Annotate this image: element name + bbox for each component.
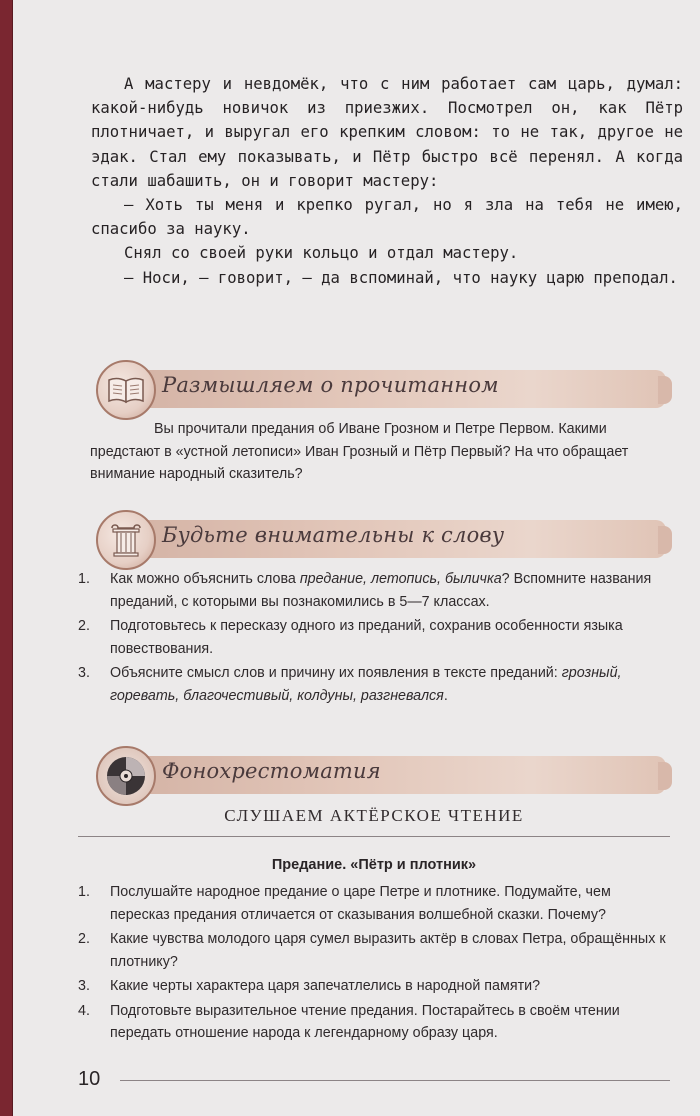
section-banner-audio [90, 754, 666, 798]
disc-icon [96, 746, 156, 806]
item-number: 2. [78, 618, 90, 634]
column-icon [96, 510, 156, 570]
list-item [78, 662, 670, 707]
listening-subheading: СЛУШАЕМ АКТЁРСКОЕ ЧТЕНИЕ [224, 806, 524, 825]
story-text [91, 72, 683, 290]
story-paragraph: — Носи, — говорит, — да вспоминай, что науку царю преподал. [124, 268, 678, 287]
item-number: 4. [78, 1002, 90, 1019]
item-text: Объясните смысл слов и причину их появления в тексте преданий: [110, 665, 562, 681]
story-paragraph: Снял со своей руки кольцо и отдал мастеру. [124, 244, 519, 263]
audio-question-list [78, 881, 670, 1047]
story-paragraph: — Хоть ты меня и крепко ругал, но я зла на тебя не имею, спасибо за науку. [91, 196, 683, 239]
item-number: 1. [78, 884, 90, 900]
item-text: ? Вспомните названия преданий, с которыми вы познакомились в 5—7 классах. [110, 571, 652, 610]
divider [78, 836, 670, 837]
item-number: 1. [78, 571, 90, 587]
item-text: Подготовьте выразительное чтение предания. Постарайтесь в своём чтении передать отношение народа к легендарному образу царя. [110, 1002, 620, 1041]
list-item [78, 975, 670, 998]
section-banner-words [90, 518, 666, 562]
list-item [78, 1000, 670, 1045]
item-text: Какие черты характера царя запечатлелись в народной памяти? [110, 978, 541, 994]
reflect-question: Вы прочитали предания об Иване Грозном и Петре Первом. Какими предстают в «устной летописи» Иван Грозный и Пётр Первый? На что обращает внимание народный сказитель? [90, 421, 629, 482]
section-banner-reflect [90, 368, 666, 412]
story-paragraph: А мастеру и невдомёк, что с ним работает сам царь, думал: какой-нибудь новичок из приезжих. Посмотрел он, как Пётр плотничает, и выругал его крепким словом: то не так, другое не эдак. Стал ему показывать, и Пётр быстро всё перенял. А когда стали шабашить, он и говорит мастеру: [91, 75, 683, 190]
item-text: Подготовьтесь к пересказу одного из преданий, сохранив особенности языка повествования. [110, 618, 623, 657]
list-item [78, 568, 670, 613]
item-text: Как можно объяснить слова [110, 571, 300, 587]
item-text: Послушайте народное предание о царе Петре и плотнике. Подумайте, чем пересказ предания отличается от сказывания волшебной сказки. Почему? [110, 884, 611, 923]
words-question-list [78, 568, 670, 709]
list-item [78, 615, 670, 660]
section-title: Фонохрестоматия [162, 759, 381, 783]
item-emphasis: грозный, горевать, благочестивый, колдуны, разгневался [110, 665, 622, 704]
section-title: Размышляем о прочитанном [162, 373, 499, 397]
item-emphasis: предание, летопись, быличка [299, 571, 502, 587]
section-title: Будьте внимательны к слову [162, 523, 505, 547]
list-item [78, 928, 670, 973]
open-book-icon [96, 360, 156, 420]
footer-rule [120, 1080, 670, 1081]
item-number: 3. [78, 978, 90, 994]
item-number: 2. [78, 931, 90, 947]
story-title: Предание. «Пётр и плотник» [271, 857, 477, 873]
list-item [78, 881, 670, 926]
item-text: Какие чувства молодого царя сумел выразить актёр в словах Петра, обращённых к плотнику? [110, 931, 666, 970]
item-number: 3. [78, 665, 90, 681]
item-text: . [443, 687, 448, 704]
page-number: 10 [78, 1068, 101, 1090]
